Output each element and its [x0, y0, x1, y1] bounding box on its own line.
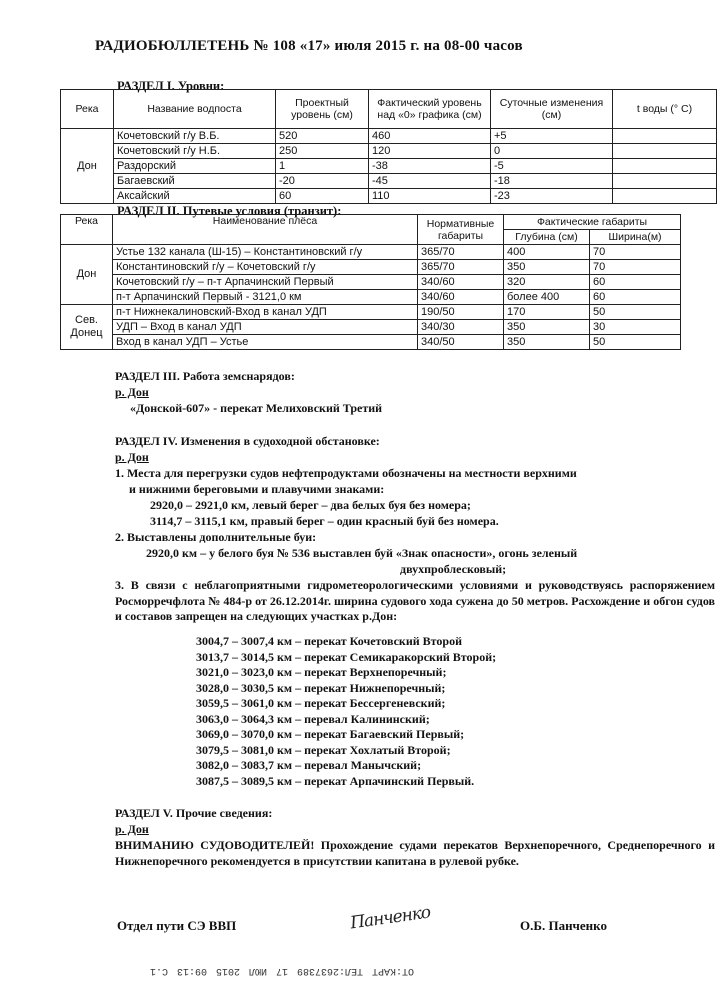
- transit-header-fact: Фактические габариты: [504, 215, 681, 230]
- transit-name: п-т Арпачинский Первый - 3121,0 км: [113, 290, 418, 305]
- transit-header-row: [61, 215, 681, 230]
- transit-width: 70: [590, 260, 681, 275]
- levels-change: -18: [491, 174, 613, 189]
- restricted-section-item: 3004,7 – 3007,4 км – перекат Кочетовский Второй: [196, 634, 462, 648]
- transit-norm: 365/70: [418, 245, 504, 260]
- levels-temp: [613, 129, 717, 144]
- transit-row: [61, 305, 681, 320]
- levels-design: -20: [276, 174, 369, 189]
- fax-header-line: ОТ:КАРТ ТЕЛ:2637389 17 ИЮЛ 2015 09:13 С.1: [150, 965, 415, 976]
- section4-p1-line1: 1. Места для перегрузки судов нефтепродуктами обозначены на местности верхними: [115, 466, 577, 480]
- levels-design: 520: [276, 129, 369, 144]
- transit-name: УДП – Вход в канал УДП: [113, 320, 418, 335]
- restricted-section-item: 3082,0 – 3083,7 км – перевал Манычский;: [196, 758, 422, 772]
- section5-text: ВНИМАНИЮ СУДОВОДИТЕЛЕЙ! Прохождение судами перекатов Верхнепоречного, Среднепоречного и Нижнепоречного рекомендуется в присутствии капитана в рулевой рубке.: [115, 838, 715, 868]
- levels-header-actual: Фактический уровень над «0» графика (см): [369, 90, 491, 129]
- transit-river-cell: Сев. Донец: [61, 305, 113, 350]
- restricted-section-item: 3013,7 – 3014,5 км – перекат Семикаракорский Второй;: [196, 649, 497, 664]
- restricted-section-item: 3063,0 – 3064,3 км – перевал Калининский;: [196, 711, 430, 726]
- levels-temp: [613, 159, 717, 174]
- restricted-sections-list: [196, 634, 496, 789]
- levels-header-temp: t воды (° C): [613, 90, 717, 129]
- levels-post: Кочетовский г/у В.Б.: [114, 129, 276, 144]
- section1-heading: РАЗДЕЛ I. Уровни:: [117, 79, 225, 93]
- restricted-section-item: 3069,0 – 3070,0 км – перекат Багаевский Первый;: [196, 727, 465, 741]
- levels-row: [61, 144, 717, 159]
- levels-actual: -45: [369, 174, 491, 189]
- transit-header-name: Наименование плёса: [113, 215, 418, 245]
- transit-row: [61, 275, 681, 290]
- section4-p2-item: 2920,0 км – у белого буя № 536 выставлен буй «Знак опасности», огонь зеленый: [146, 546, 578, 560]
- levels-header-post: Название водпоста: [114, 90, 276, 129]
- transit-width: 60: [590, 275, 681, 290]
- levels-design: 250: [276, 144, 369, 159]
- levels-row: [61, 159, 717, 174]
- section4-heading: РАЗДЕЛ IV. Изменения в судоходной обстановке:: [115, 434, 380, 448]
- section5-heading: РАЗДЕЛ V. Прочие сведения:: [115, 806, 273, 820]
- levels-header-row: [61, 90, 717, 129]
- levels-temp: [613, 189, 717, 204]
- transit-river-cell: Дон: [61, 245, 113, 305]
- transit-depth: 320: [504, 275, 590, 290]
- levels-post: Аксайский: [114, 189, 276, 204]
- transit-depth: 350: [504, 335, 590, 350]
- levels-actual: 120: [369, 144, 491, 159]
- restricted-section-item: 3087,5 – 3089,5 км – перекат Арпачинский Первый.: [196, 773, 475, 788]
- levels-row: [61, 174, 717, 189]
- levels-design: 60: [276, 189, 369, 204]
- section5-river: р. Дон: [115, 822, 149, 836]
- levels-actual: -38: [369, 159, 491, 174]
- section4-p3-text: 3. В связи с неблагоприятными гидрометеорологическими условиями и руководствуясь распоряжением Росморречфлота № 484-р от 26.12.2014г. ширина судового хода сужена до 50 метров. Расхождение и обгон судов и составов запрещен на следующих участках р.Дон:: [115, 578, 715, 623]
- transit-name: Вход в канал УДП – Устье: [113, 335, 418, 350]
- levels-header-change: Суточные изменения (см): [491, 90, 613, 129]
- transit-norm: 340/60: [418, 275, 504, 290]
- levels-post: Раздорский: [114, 159, 276, 174]
- transit-header-depth: Глубина (см): [504, 230, 590, 245]
- transit-name: Кочетовский г/у – п-т Арпачинский Первый: [113, 275, 418, 290]
- transit-depth: 400: [504, 245, 590, 260]
- transit-depth: более 400: [504, 290, 590, 305]
- transit-norm: 340/50: [418, 335, 504, 350]
- levels-river-cell: Дон: [61, 129, 114, 204]
- levels-row: [61, 129, 717, 144]
- levels-change: -23: [491, 189, 613, 204]
- transit-norm: 340/30: [418, 320, 504, 335]
- transit-row: [61, 245, 681, 260]
- restricted-section-item: 3059,5 – 3061,0 км – перекат Бессергеневский;: [196, 696, 446, 710]
- transit-norm: 340/60: [418, 290, 504, 305]
- section2-heading: РАЗДЕЛ II. Путевые условия (транзит):: [117, 204, 342, 218]
- levels-change: -5: [491, 159, 613, 174]
- section3-river: р. Дон: [115, 385, 149, 399]
- section4-p1-item: 3114,7 – 3115,1 км, правый берег – один красный буй без номера.: [150, 514, 499, 528]
- bulletin-title: РАДИОБЮЛЛЕТЕНЬ № 108 «17» июля 2015 г. на 08-00 часов: [95, 38, 523, 54]
- transit-header-river: Река: [61, 215, 113, 245]
- section3-dredger-line: «Донской-607» - перекат Мелиховский Третий: [130, 401, 383, 415]
- transit-row: [61, 335, 681, 350]
- transit-table: [60, 214, 681, 350]
- transit-depth: 350: [504, 320, 590, 335]
- transit-name: Устье 132 канала (Ш-15) – Константиновский г/у: [113, 245, 418, 260]
- transit-width: 30: [590, 320, 681, 335]
- restricted-section-item: 3079,5 – 3081,0 км – перекат Хохлатый Второй;: [196, 742, 451, 757]
- levels-change: 0: [491, 144, 613, 159]
- levels-table: [60, 89, 717, 204]
- levels-post: Кочетовский г/у Н.Б.: [114, 144, 276, 159]
- levels-actual: 460: [369, 129, 491, 144]
- handwritten-signature: Панченко: [348, 902, 432, 934]
- transit-width: 50: [590, 305, 681, 320]
- transit-name: п-т Нижнекалиновский-Вход в канал УДП: [113, 305, 418, 320]
- levels-temp: [613, 144, 717, 159]
- restricted-section-item: 3028,0 – 3030,5 км – перекат Нижнепоречный;: [196, 680, 446, 695]
- section4-p1-item: 2920,0 – 2921,0 км, левый берег – два белых буя без номера;: [150, 498, 471, 512]
- transit-header-width: Ширина(м): [590, 230, 681, 245]
- signature-name: О.Б. Панченко: [520, 918, 607, 933]
- transit-row: [61, 290, 681, 305]
- transit-row: [61, 320, 681, 335]
- transit-depth: 350: [504, 260, 590, 275]
- transit-name: Константиновский г/у – Кочетовский г/у: [113, 260, 418, 275]
- section4-river: р. Дон: [115, 450, 149, 464]
- transit-depth: 170: [504, 305, 590, 320]
- levels-temp: [613, 174, 717, 189]
- transit-header-norm: Нормативные габариты: [418, 215, 504, 245]
- signature-dept: Отдел пути СЭ ВВП: [117, 918, 237, 933]
- levels-post: Багаевский: [114, 174, 276, 189]
- levels-actual: 110: [369, 189, 491, 204]
- levels-header-river: Река: [61, 90, 114, 129]
- section3-heading: РАЗДЕЛ III. Работа земснарядов:: [115, 369, 295, 383]
- transit-norm: 365/70: [418, 260, 504, 275]
- transit-width: 60: [590, 290, 681, 305]
- levels-change: +5: [491, 129, 613, 144]
- transit-row: [61, 260, 681, 275]
- transit-width: 50: [590, 335, 681, 350]
- section4-p2-item-cont: двухпроблесковый;: [400, 562, 507, 576]
- section4-p1-line2: и нижними береговыми и плавучими знаками:: [129, 482, 385, 496]
- levels-row: [61, 189, 717, 204]
- levels-header-design: Проектный уровень (см): [276, 90, 369, 129]
- transit-width: 70: [590, 245, 681, 260]
- section4-p2-line1: 2. Выставлены дополнительные буи:: [115, 530, 317, 544]
- restricted-section-item: 3021,0 – 3023,0 км – перекат Верхнепоречный;: [196, 665, 447, 679]
- transit-norm: 190/50: [418, 305, 504, 320]
- levels-design: 1: [276, 159, 369, 174]
